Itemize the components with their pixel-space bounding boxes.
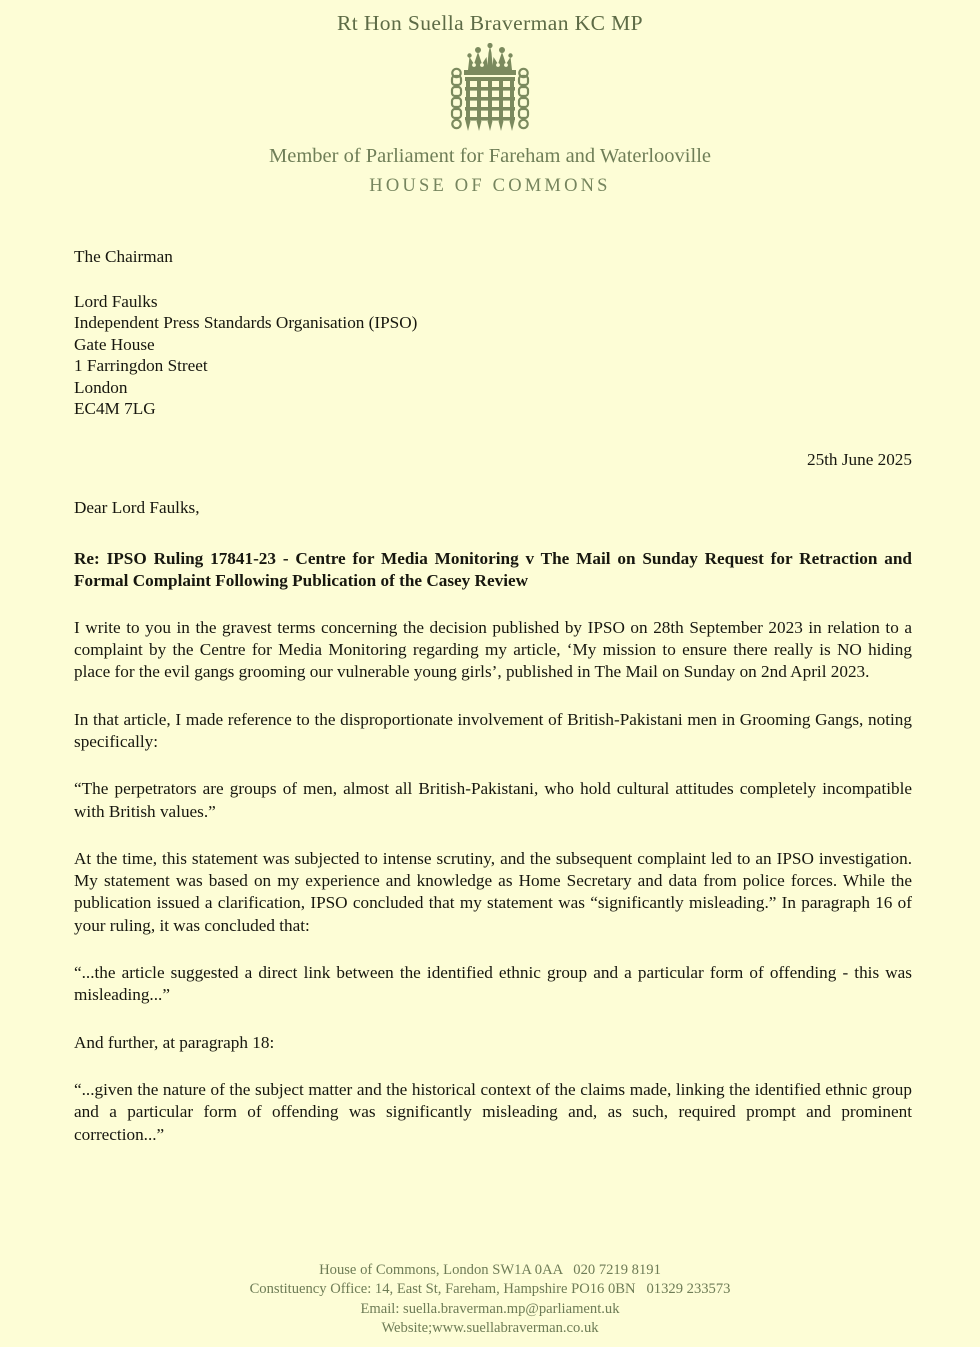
paragraph: At the time, this statement was subjected to intense scrutiny, and the subsequent complaint led to an IPSO investigation. My statement was based on my experience and knowledge as Home Secretary and data from police forces. While the publication issued a clarification, IPSO concluded that my statement was “significantly misleading.” In paragraph 16 of your ruling, it was concluded that: (74, 848, 912, 935)
addressee-role: The Chairman (74, 247, 173, 266)
paragraph: I write to you in the gravest terms concerning the decision published by IPSO on 28th September 2023 in relation to a complaint by the Centre for Media Monitoring regarding my article, ‘My mission to ensure there really is NO hiding place for the evil gangs grooming our vulnerable young girls’, published in The Mail on Sunday on 2nd April 2023. (74, 617, 912, 682)
footer-line-email: Email: suella.braverman.mp@parliament.uk (360, 1300, 620, 1317)
quoted-paragraph: “...given the nature of the subject matter and the historical context of the claims made, linking the identified ethnic group and a particular form of offending was significantly misleading and, as such, required prompt and prominent correction...” (74, 1079, 912, 1144)
letter-body (74, 246, 912, 1146)
addressee-line: EC4M 7LG (74, 399, 156, 419)
footer-line-commons-address: House of Commons, London SW1A 0AA 020 7219 8191 (319, 1261, 661, 1278)
house-of-commons-line: HOUSE OF COMMONS (369, 176, 611, 197)
addressee-line: London (74, 377, 128, 397)
paragraph: And further, at paragraph 18: (74, 1032, 275, 1052)
letterhead (0, 0, 980, 197)
quoted-paragraph: “The perpetrators are groups of men, almost all British-Pakistani, who hold cultural attitudes completely incompatible with British values.” (74, 779, 912, 821)
paragraph: In that article, I made reference to the disproportionate involvement of British-Pakistani men in Grooming Gangs, noting specifically: (74, 709, 912, 751)
mp-name: Rt Hon Suella Braverman KC MP (336, 11, 643, 35)
salutation: Dear Lord Faulks, (74, 497, 200, 517)
portcullis-crest-icon (438, 43, 542, 135)
letter-date: 25th June 2025 (806, 449, 912, 469)
addressee-line: Independent Press Standards Organisation (IPSO) (74, 313, 418, 333)
letter-footer (0, 1261, 980, 1339)
addressee-line: Lord Faulks (74, 291, 158, 311)
addressee-line: Gate House (74, 334, 155, 354)
quoted-paragraph: “...the article suggested a direct link between the identified ethnic group and a particular form of offending - this was misleading...” (74, 963, 912, 1005)
addressee-line: 1 Farringdon Street (74, 356, 208, 376)
constituency-line: Member of Parliament for Fareham and Waterlooville (269, 144, 711, 167)
addressee-block (74, 291, 912, 420)
subject-line: Re: IPSO Ruling 17841-23 - Centre for Media Monitoring v The Mail on Sunday Request for Retraction and Formal Complaint Following Publication of the Casey Review (74, 548, 912, 590)
footer-line-website: Website;www.suellabraverman.co.uk (381, 1320, 599, 1337)
crest-container (0, 43, 980, 135)
footer-line-constituency-office: Constituency Office: 14, East St, Fareham, Hampshire PO16 0BN 01329 233573 (249, 1281, 731, 1298)
